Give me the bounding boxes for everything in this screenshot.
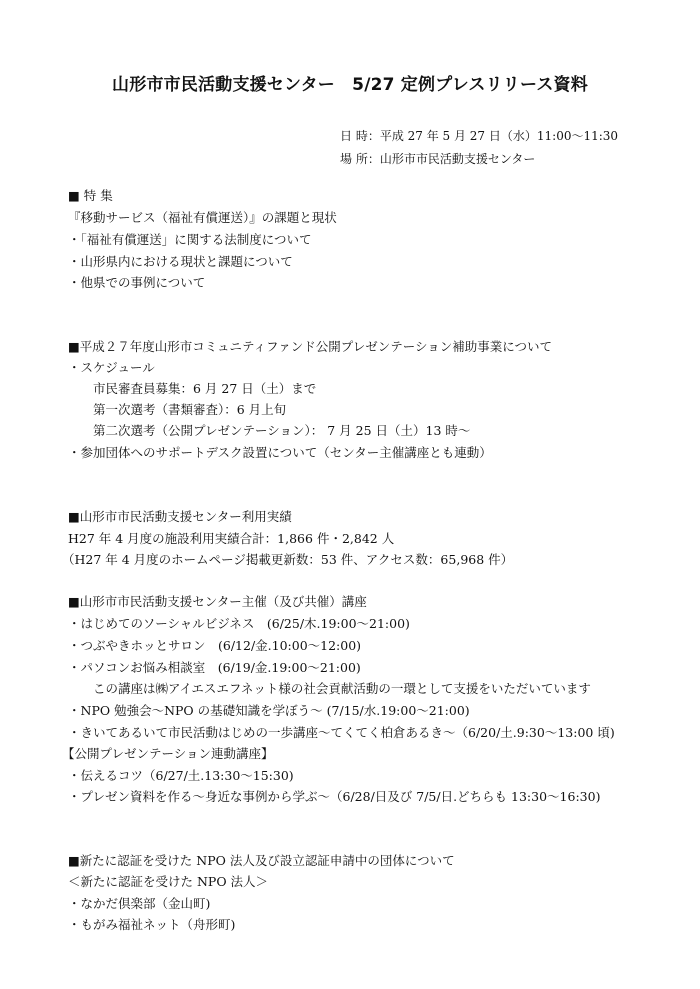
feature-subtitle: 『移動サービス（福祉有償運送）』の課題と現状 <box>68 210 337 225</box>
course-item: ・はじめてのソーシャルビジネス (6/25/木.19:00〜21:00) <box>68 616 410 631</box>
meta-datetime: 日 時：平成 27 年 5 月 27 日（水）11:00〜11:30 <box>340 129 619 143</box>
npo-subheading: ＜新たに認証を受けた NPO 法人＞ <box>68 874 269 889</box>
section-heading-courses: ■山形市市民活動支援センター主催（及び共催）講座 <box>68 594 367 609</box>
schedule-item: 第二次選考（公開プレゼンテーション）： 7 月 25 日（土）13 時〜 <box>93 423 471 438</box>
linked-courses-heading: 【公開プレゼンテーション連動講座】 <box>62 746 274 761</box>
npo-item: ・なかだ倶楽部（金山町) <box>68 896 211 911</box>
schedule-item: 市民審査員募集：6 月 27 日（土）まで <box>93 381 317 396</box>
section-heading-feature: ■ 特 集 <box>68 188 113 203</box>
support-desk-item: ・参加団体へのサポートデスク設置について（センター主催講座とも連動） <box>68 445 492 460</box>
section-heading-usage: ■山形市市民活動支援センター利用実績 <box>68 509 292 524</box>
list-item: ・他県での事例について <box>68 275 206 290</box>
document-title: 山形市市民活動支援センター 5/27 定例プレスリリース資料 <box>112 75 588 95</box>
course-item: ・きいてあるいて市民活動はじめの一歩講座〜てくてく柏倉あるき〜（6/20/土.9:30〜13:00 頃) <box>68 725 615 740</box>
course-item: ・つぶやきホッとサロン (6/12/金.10:00〜12:00) <box>68 638 362 653</box>
course-item: ・プレゼン資料を作る〜身近な事例から学ぶ〜（6/28/日及び 7/5/日.どちらも 13:30〜16:30) <box>68 789 601 804</box>
course-item: ・パソコンお悩み相談室 (6/19/金.19:00〜21:00) <box>68 660 361 675</box>
schedule-label: ・スケジュール <box>68 360 155 375</box>
meta-place: 場 所：山形市市民活動支援センター <box>340 152 536 166</box>
section-heading-fund: ■平成２７年度山形市コミュニティファンド公開プレゼンテーション補助事業について <box>68 339 553 354</box>
npo-item: ・もがみ福祉ネット（舟形町) <box>68 917 236 932</box>
section-heading-npo: ■新たに認証を受けた NPO 法人及び設立認証申請中の団体について <box>68 853 455 868</box>
course-item: ・NPO 勉強会〜NPO の基礎知識を学ぼう〜 (7/15/水.19:00〜21:00) <box>68 703 470 718</box>
usage-web: （H27 年 4 月度のホームページ掲載更新数：53 件、アクセス数：65,968 件） <box>62 552 514 567</box>
list-item: ・「福祉有償運送」に関する法制度について <box>68 232 312 247</box>
usage-total: H27 年 4 月度の施設利用実績合計：1,866 件・2,842 人 <box>68 531 395 546</box>
list-item: ・山形県内における現状と課題について <box>68 254 293 269</box>
course-note: この講座は㈱アイエスエフネット様の社会貢献活動の一環として支援をいただいています <box>93 681 591 696</box>
course-item: ・伝えるコツ（6/27/土.13:30〜15:30) <box>68 768 294 783</box>
schedule-item: 第一次選考（書類審査）：6 月上旬 <box>93 402 287 417</box>
